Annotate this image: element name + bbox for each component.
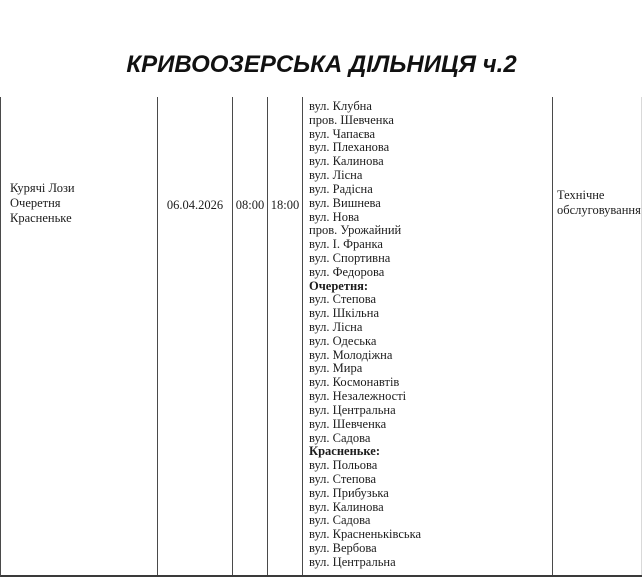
settlements-cell [1, 97, 158, 575]
start-time-cell [233, 97, 268, 575]
street-name: вул. Лісна [309, 168, 363, 183]
street-name: вул. Незалежності [309, 389, 407, 404]
settlements-list [10, 181, 157, 226]
street-name: вул. Плеханова [309, 140, 390, 155]
street-name: вул. Радісна [309, 181, 373, 196]
street-name: вул. Федорова [309, 264, 385, 279]
street-name: вул. Красненьківська [309, 527, 422, 542]
street-group-header: Красненьке: [309, 444, 380, 459]
street-name: вул. Вишнева [309, 195, 381, 210]
street-name: вул. Степова [309, 471, 377, 486]
street-name: вул. Вербова [309, 541, 377, 555]
street-name: пров. Шевченка [309, 112, 394, 127]
date-cell [158, 97, 233, 575]
street-name: вул. Мира [309, 361, 363, 376]
street-name: вул. Спортивна [309, 250, 391, 265]
street-name: вул. Центральна [309, 402, 396, 417]
street-name: вул. Шкільна [309, 306, 379, 321]
reason-cell [553, 97, 642, 575]
street-name: вул. Польова [309, 458, 378, 473]
street-name: пров. Урожайний [309, 223, 402, 238]
street-name: вул. Калинова [309, 154, 384, 169]
street-name: вул. Лісна [309, 320, 363, 334]
street-name: вул. І. Франка [309, 237, 383, 252]
street-name: вул. Прибузька [309, 485, 389, 500]
outage-table [0, 97, 642, 577]
street-name: вул. Молодіжна [309, 347, 393, 362]
end-time-cell [268, 97, 303, 575]
page-title: КРИВООЗЕРСЬКА ДІЛЬНИЦЯ ч.2 [126, 51, 517, 78]
streets-cell [303, 97, 553, 575]
street-name: вул. Шевченка [309, 416, 387, 431]
outage-reason: Технічне обслуговування [557, 188, 641, 217]
street-name: вул. Садова [309, 513, 371, 528]
street-name: вул. Клубна [309, 99, 372, 113]
outage-end-time: 18:00 [270, 198, 300, 212]
street-name: вул. Одеська [309, 333, 377, 348]
street-group-header: Очеретня: [309, 278, 369, 293]
settlement-name: Очеретня [10, 196, 61, 210]
street-name: вул. Степова [309, 292, 377, 307]
street-name: вул. Центральна [309, 554, 396, 569]
streets-list [309, 100, 552, 570]
street-name: вул. Садова [309, 430, 371, 445]
street-name: вул. Чапаєва [309, 126, 376, 141]
outage-date: 06.04.2026 [166, 198, 224, 212]
street-name: вул. Нова [309, 209, 360, 224]
street-name: вул. Космонавтів [309, 375, 400, 390]
outage-start-time: 08:00 [235, 198, 265, 212]
settlement-name: Курячі Лози [10, 181, 75, 195]
street-name: вул. Калинова [309, 499, 384, 514]
settlement-name: Красненьке [10, 211, 72, 225]
